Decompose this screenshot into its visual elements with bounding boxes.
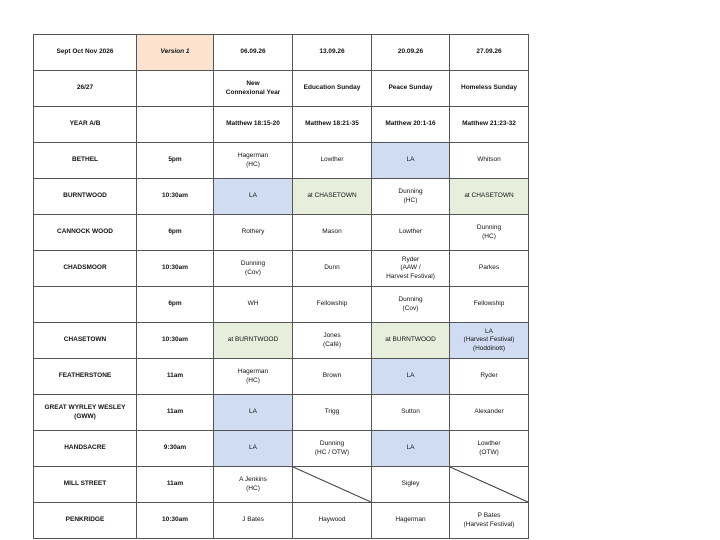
empty-cell — [137, 71, 214, 107]
preacher-cell: Parkes — [450, 251, 529, 287]
reading-header: Matthew 18:21-35 — [293, 107, 372, 143]
preacher-cell: LA — [214, 431, 293, 467]
preacher-cell: at CHASETOWN — [293, 179, 372, 215]
service-time: 11am — [137, 467, 214, 503]
preacher-cell: Dunning (HC / OTW) — [293, 431, 372, 467]
date-header: 13.09.26 — [293, 35, 372, 71]
church-name: CHADSMOOR — [34, 251, 137, 287]
preacher-cell: Dunning (Cov) — [372, 287, 450, 323]
theme-header: Homeless Sunday — [450, 71, 529, 107]
preacher-cell: Hagerman (HC) — [214, 143, 293, 179]
diagonal-strike-icon — [293, 467, 371, 502]
lectionary-label: YEAR A/B — [34, 107, 137, 143]
table-row — [34, 251, 529, 287]
preacher-cell: LA — [372, 143, 450, 179]
preacher-cell: Hagerman — [372, 503, 450, 539]
preacher-cell: WH — [214, 287, 293, 323]
church-name — [34, 287, 137, 323]
preacher-cell: Whitson — [450, 143, 529, 179]
preacher-cell: Rothery — [214, 215, 293, 251]
no-service-cell — [450, 467, 529, 503]
table-row — [34, 287, 529, 323]
preacher-cell: at BURNTWOOD — [214, 323, 293, 359]
table-row — [34, 359, 529, 395]
empty-cell — [137, 107, 214, 143]
preacher-cell: P Bates (Harvest Festival) — [450, 503, 529, 539]
preacher-cell: Haywood — [293, 503, 372, 539]
church-name: CHASETOWN — [34, 323, 137, 359]
preacher-cell: Sigley — [372, 467, 450, 503]
preacher-cell: LA — [372, 431, 450, 467]
service-time: 6pm — [137, 215, 214, 251]
service-time: 10:30am — [137, 323, 214, 359]
header-row-themes — [34, 71, 529, 107]
plan-period: Sept Oct Nov 2026 — [34, 35, 137, 71]
preacher-cell: at BURNTWOOD — [372, 323, 450, 359]
preacher-cell: Alexander — [450, 395, 529, 431]
preacher-cell: Lowther (OTW) — [450, 431, 529, 467]
preacher-cell: LA — [214, 179, 293, 215]
church-name: BETHEL — [34, 143, 137, 179]
table-row — [34, 143, 529, 179]
reading-header: Matthew 20:1-16 — [372, 107, 450, 143]
diagonal-strike-icon — [450, 467, 528, 502]
church-name: FEATHERSTONE — [34, 359, 137, 395]
service-time: 6pm — [137, 287, 214, 323]
preacher-cell: LA (Harvest Festival) (Hoddinott) — [450, 323, 529, 359]
preacher-cell: LA — [214, 395, 293, 431]
preacher-cell: Lowther — [293, 143, 372, 179]
table-row — [34, 467, 529, 503]
preacher-cell: Trigg — [293, 395, 372, 431]
preacher-cell: Jones (Café) — [293, 323, 372, 359]
preacher-cell: Ryder (AAW / Harvest Festival) — [372, 251, 450, 287]
preacher-cell: J Bates — [214, 503, 293, 539]
theme-header: Peace Sunday — [372, 71, 450, 107]
date-header: 20.09.26 — [372, 35, 450, 71]
preacher-cell: at CHASETOWN — [450, 179, 529, 215]
theme-header: New Connexional Year — [214, 71, 293, 107]
table-row — [34, 431, 529, 467]
preacher-cell: Dunning (Cov) — [214, 251, 293, 287]
table-row — [34, 395, 529, 431]
church-name: BURNTWOOD — [34, 179, 137, 215]
preacher-cell: LA — [372, 359, 450, 395]
date-header: 27.09.26 — [450, 35, 529, 71]
church-name: CANNOCK WOOD — [34, 215, 137, 251]
church-name: GREAT WYRLEY WESLEY (GWW) — [34, 395, 137, 431]
preacher-cell: Sutton — [372, 395, 450, 431]
service-time: 11am — [137, 359, 214, 395]
version-label: Version 1 — [137, 35, 214, 71]
church-name: HANDSACRE — [34, 431, 137, 467]
header-row-dates — [34, 35, 529, 71]
preaching-plan-table — [33, 34, 529, 539]
church-name: PENKRIDGE — [34, 503, 137, 539]
preacher-cell: Fellowship — [450, 287, 529, 323]
reading-header: Matthew 21:23-32 — [450, 107, 529, 143]
preacher-cell: Dunn — [293, 251, 372, 287]
table-row — [34, 503, 529, 539]
service-time: 9:30am — [137, 431, 214, 467]
preacher-cell: Ryder — [450, 359, 529, 395]
preacher-cell: Fellowship — [293, 287, 372, 323]
church-name: MILL STREET — [34, 467, 137, 503]
year-label: 26/27 — [34, 71, 137, 107]
service-time: 10:30am — [137, 503, 214, 539]
theme-header: Education Sunday — [293, 71, 372, 107]
preacher-cell: Dunning (HC) — [450, 215, 529, 251]
reading-header: Matthew 18:15-20 — [214, 107, 293, 143]
table-row — [34, 179, 529, 215]
service-time: 10:30am — [137, 179, 214, 215]
preacher-cell: Lowther — [372, 215, 450, 251]
service-time: 11am — [137, 395, 214, 431]
preacher-cell: Mason — [293, 215, 372, 251]
service-time: 10:30am — [137, 251, 214, 287]
no-service-cell — [293, 467, 372, 503]
preacher-cell: A Jenkins (HC) — [214, 467, 293, 503]
date-header: 06.09.26 — [214, 35, 293, 71]
table-row — [34, 215, 529, 251]
preacher-cell: Dunning (HC) — [372, 179, 450, 215]
header-row-readings — [34, 107, 529, 143]
preacher-cell: Hagerman (HC) — [214, 359, 293, 395]
service-time: 5pm — [137, 143, 214, 179]
preacher-cell: Brown — [293, 359, 372, 395]
table-row — [34, 323, 529, 359]
